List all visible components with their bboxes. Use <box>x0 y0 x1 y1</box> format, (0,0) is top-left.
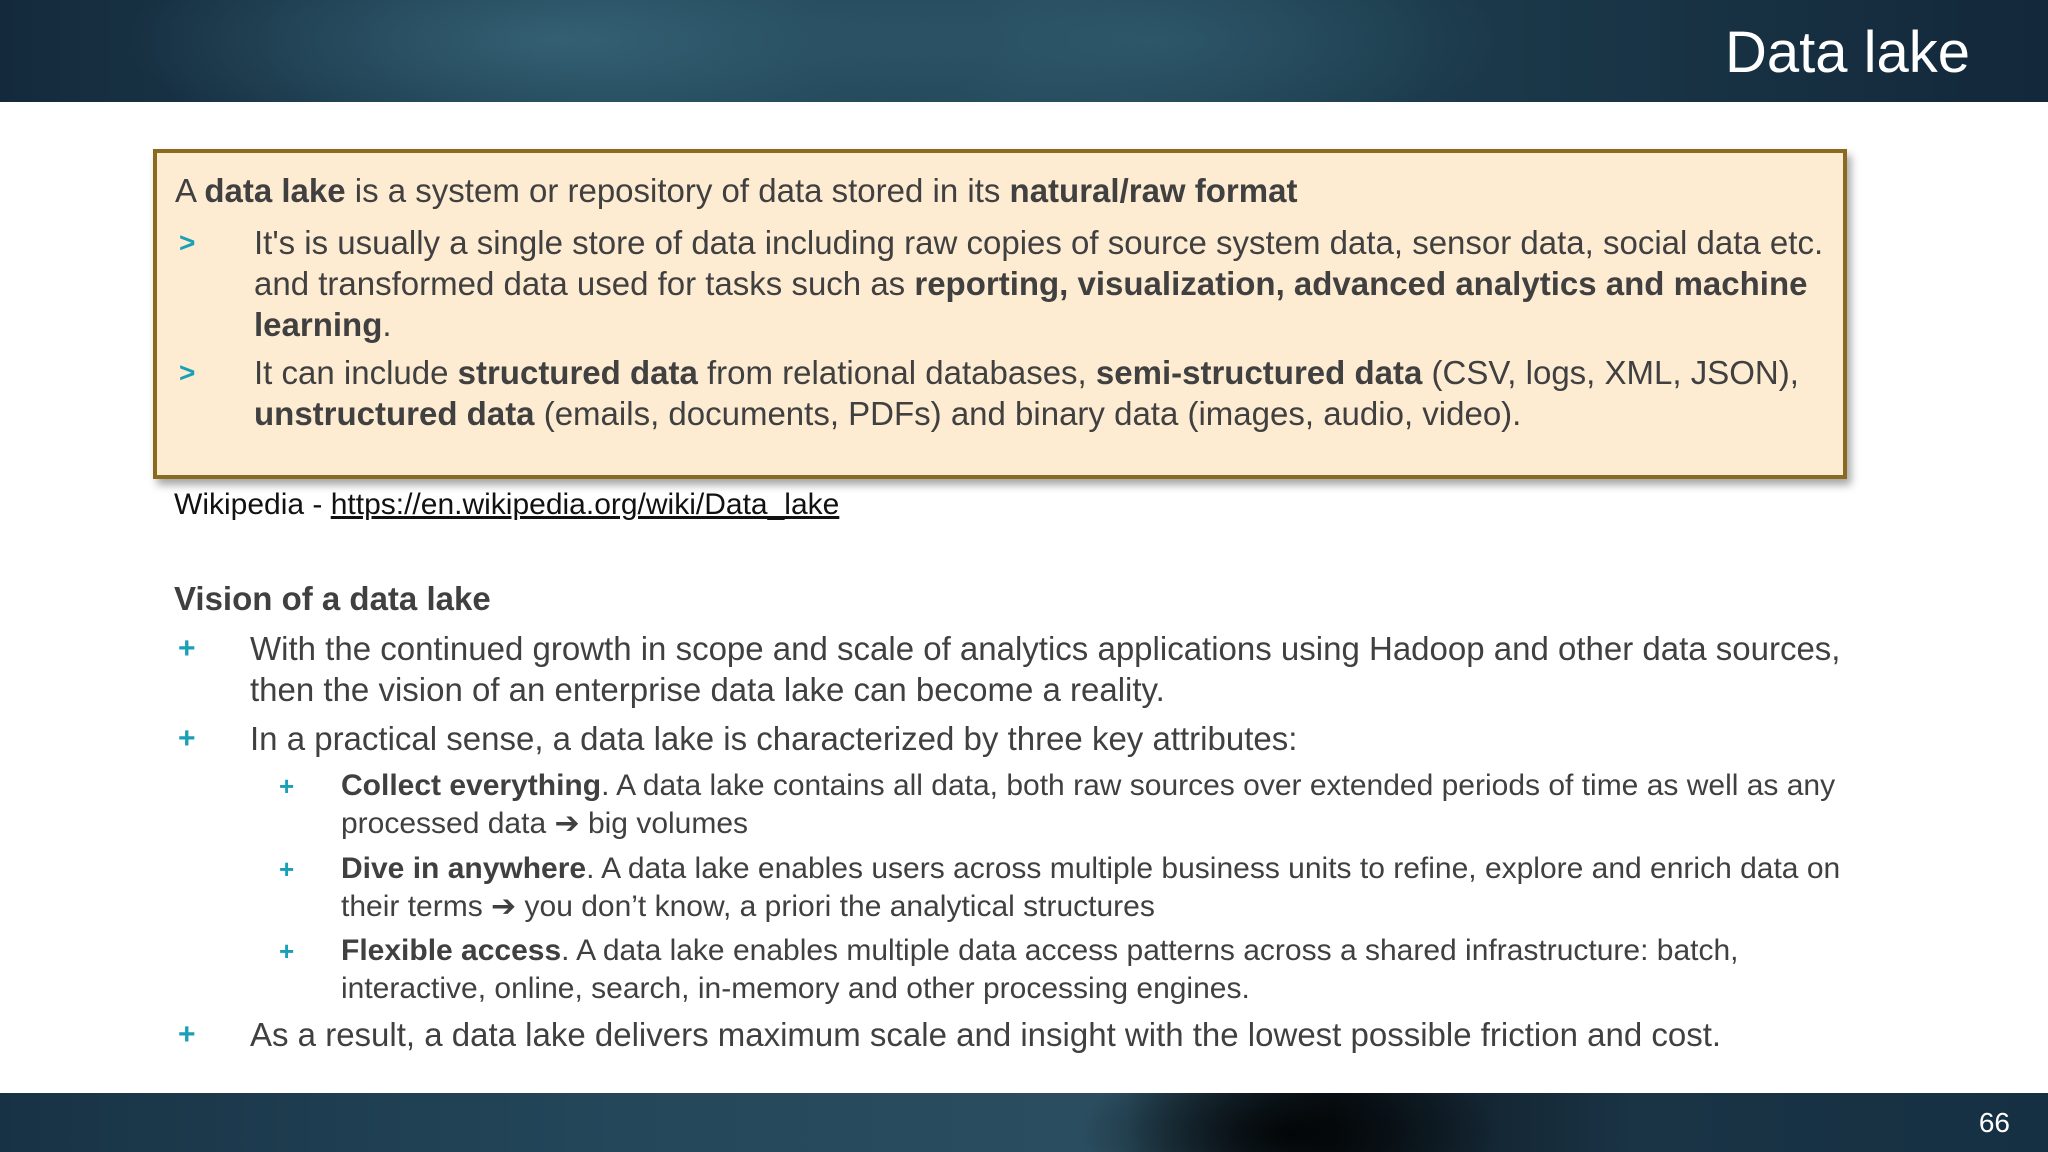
definition-item-text <box>254 352 1824 434</box>
sub-item-text: . A data lake enables multiple data access patterns across a shared infrastructure: batch, interactive, online, search, in-memory and other processing engines. <box>341 934 1739 1005</box>
item-bold-text: structured data <box>457 354 698 391</box>
item-text: . <box>382 306 392 343</box>
list-item-text: With the continued growth in scope and scale of analytics applications using Hadoop and other data sources, then the vision of an enterprise data lake can become a reality. <box>250 630 1841 708</box>
wikipedia-link[interactable]: https://en.wikipedia.org/wiki/Data_lake <box>330 488 840 521</box>
definition-lead <box>175 171 1297 211</box>
slide-title: Data lake <box>1724 20 1970 85</box>
lead-bold-term: data lake <box>204 172 346 209</box>
item-text: (emails, documents, PDFs) and binary data (images, audio, video). <box>534 395 1522 432</box>
source-prefix: Wikipedia - <box>174 488 331 521</box>
footer-bar <box>0 1093 2048 1152</box>
sub-item-bold-text: Flexible access <box>341 934 562 967</box>
arrow-right-icon: ➔ <box>554 807 580 840</box>
page-number: 66 <box>1978 1107 2010 1138</box>
chevron-right-icon: > <box>179 227 196 258</box>
lead-bold-term: natural/raw format <box>1009 172 1298 209</box>
sub-item-text: big volumes <box>579 807 749 840</box>
plus-icon: + <box>279 936 295 966</box>
sub-item-bold-text: Dive in anywhere <box>341 852 587 885</box>
lead-text: is a system or repository of data stored in its <box>345 172 1010 209</box>
title-bar <box>0 0 2048 102</box>
item-bold-text: reporting, visualization, advanced analytics and machine learning <box>254 265 1808 343</box>
plus-icon: + <box>279 771 295 801</box>
definition-item-text <box>254 222 1824 345</box>
arrow-right-icon: ➔ <box>491 890 517 923</box>
sub-item-text: . A data lake contains all data, both raw sources over extended periods of time as well as any processed data <box>341 769 1836 840</box>
sub-item-text: you don’t know, a priori the analytical structures <box>516 890 1155 923</box>
item-text: (CSV, logs, XML, JSON), <box>1422 354 1799 391</box>
item-text: from relational databases, <box>697 354 1096 391</box>
section-heading: Vision of a data lake <box>174 580 491 617</box>
chevron-right-icon: > <box>179 357 196 388</box>
sub-list-item-text <box>341 767 1881 843</box>
sub-list-item-text <box>341 850 1881 926</box>
plus-icon: + <box>178 632 196 665</box>
list-item-text: As a result, a data lake delivers maximum scale and insight with the lowest possible friction and cost. <box>250 1016 1722 1053</box>
item-bold-text: unstructured data <box>254 395 535 432</box>
plus-icon: + <box>178 1018 196 1051</box>
plus-icon: + <box>279 854 295 884</box>
sub-item-text: . A data lake enables users across multiple business units to refine, explore and enrich data on their terms <box>341 852 1841 923</box>
source-citation <box>174 485 839 525</box>
lead-text: A <box>175 172 205 209</box>
item-bold-text: semi-structured data <box>1095 354 1423 391</box>
item-text: It can include <box>254 354 458 391</box>
item-text: It's is usually a single store of data including raw copies of source system data, sensor data, social data etc. and transformed data used for tasks such as <box>254 224 1824 302</box>
sub-item-bold-text: Collect everything <box>341 769 602 802</box>
list-item-text: In a practical sense, a data lake is characterized by three key attributes: <box>250 720 1298 757</box>
plus-icon: + <box>178 722 196 755</box>
sub-list-item-text <box>341 932 1881 1008</box>
definition-box <box>153 149 1847 479</box>
